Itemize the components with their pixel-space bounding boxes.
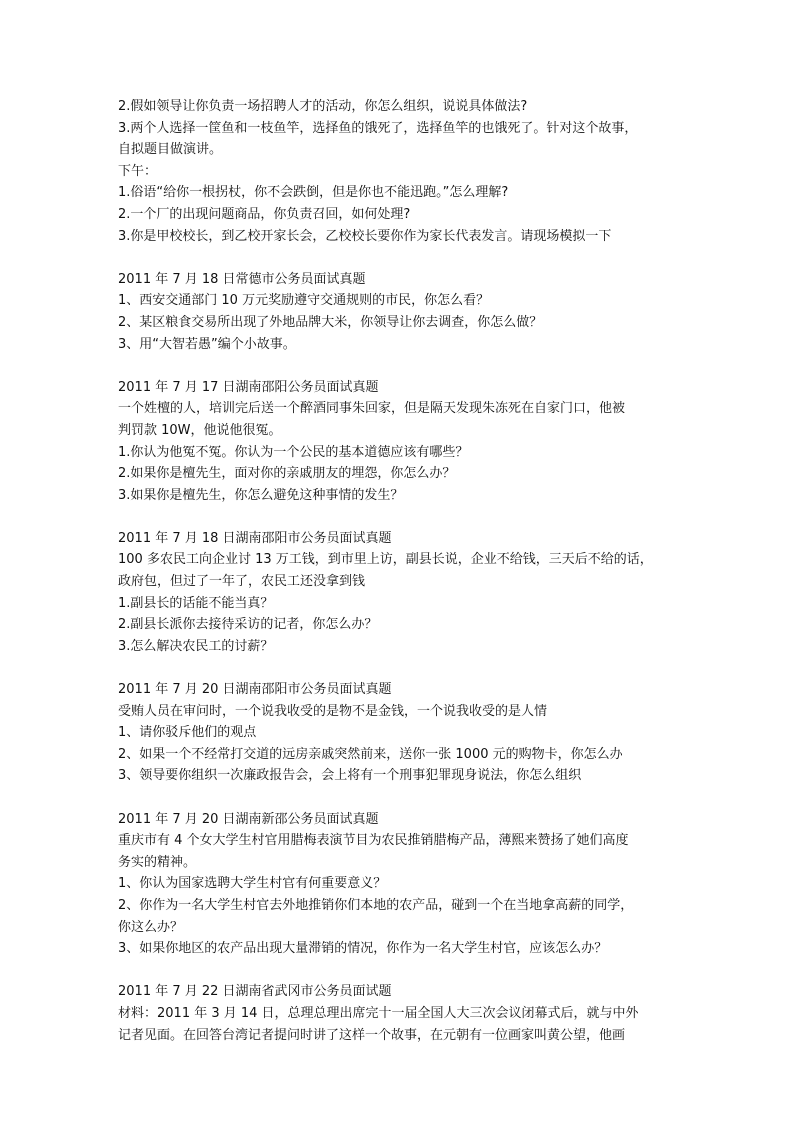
text-line: 1、你认为国家选聘大学生村官有何重要意义？ — [118, 876, 387, 892]
intro-block — [118, 96, 683, 247]
text-line: 2.副县长派你去接待采访的记者，你怎么办？ — [118, 617, 378, 633]
text-line: 下午： — [118, 163, 158, 179]
section-shaoyang-0720 — [118, 679, 683, 787]
section-gap — [118, 657, 683, 679]
text-line: 受贿人员在审问时，一个说我收受的是物不是金钱，一个说我收受的是人情 — [118, 703, 548, 719]
text-line: 1.你认为他冤不冤。你认为一个公民的基本道德应该有哪些？ — [118, 444, 469, 460]
text-line: 100 多农民工向企业讨 13 万工钱，到市里上访，副县长说，企业不给钱，三天后不给的话， — [118, 552, 653, 568]
text-line: 2、你作为一名大学生村官去外地推销你们本地的农产品，碰到一个在当地拿高薪的同学， — [118, 897, 634, 913]
section-gap — [118, 247, 683, 269]
text-line: 你这么办？ — [118, 919, 184, 935]
section-shaoyang-0718 — [118, 528, 683, 658]
text-line: 1、西安交通部门 10 万元奖励遵守交通规则的市民，你怎么看？ — [118, 293, 490, 309]
text-line: 3.怎么解决农民工的讨薪？ — [118, 638, 274, 654]
text-line: 2、如果一个不经常打交道的远房亲戚突然前来，送你一张 1000 元的购物卡，你怎么办 — [118, 746, 623, 762]
document-page — [118, 96, 683, 1046]
text-line: 重庆市有 4 个女大学生村官用腊梅表演节目为农民推销腊梅产品，薄熙来赞扬了她们高度 — [118, 833, 629, 849]
text-line: 2、某区粮食交易所出现了外地品牌大米，你领导让你去调查，你怎么做？ — [118, 314, 543, 330]
text-line: 政府包，但过了一年了，农民工还没拿到钱 — [118, 574, 366, 590]
section-gap — [118, 787, 683, 809]
text-line: 判罚款 10W，他说他很冤。 — [118, 422, 282, 438]
section-heading: 2011 年 7 月 17 日湖南邵阳公务员面试真题 — [118, 379, 379, 395]
text-line: 2.一个厂的出现问题商品，你负责召回，如何处理? — [118, 206, 411, 222]
section-heading: 2011 年 7 月 22 日湖南省武冈市公务员面试题 — [118, 984, 392, 1000]
text-line: 材料：2011 年 3 月 14 日，总理总理出席完十一届全国人大三次会议闭幕式后，就与中外 — [118, 1005, 639, 1021]
section-changde-0718 — [118, 269, 683, 355]
text-line: 记者见面。在回答台湾记者提问时讲了这样一个故事，在元朝有一位画家叫黄公望，他画 — [118, 1027, 626, 1043]
text-line: 3、领导要你组织一次廉政报告会，会上将有一个刑事犯罪现身说法，你怎么组织 — [118, 768, 582, 784]
text-line: 3.如果你是檀先生，你怎么避免这种事情的发生？ — [118, 487, 404, 503]
text-line: 3、用“大智若愚”编个小故事。 — [118, 336, 296, 352]
section-gap — [118, 506, 683, 528]
section-heading: 2011 年 7 月 18 日常德市公务员面试真题 — [118, 271, 366, 287]
section-gap — [118, 355, 683, 377]
text-line: 3、如果你地区的农产品出现大量滞销的情况，你作为一名大学生村官，应该怎么办？ — [118, 941, 608, 957]
section-xinshao-0720 — [118, 809, 683, 960]
text-line: 1、请你驳斥他们的观点 — [118, 725, 257, 741]
text-line: 一个姓檀的人，培训完后送一个醉酒同事朱回家，但是隔天发现朱冻死在自家门口，他被 — [118, 401, 626, 417]
section-gap — [118, 960, 683, 982]
text-line: 3.两个人选择一筐鱼和一枝鱼竿，选择鱼的饿死了，选择鱼竿的也饿死了。针对这个故事， — [118, 120, 638, 136]
text-line: 1.俗语“给你一根拐杖，你不会跌倒，但是你也不能迅跑。”怎么理解? — [118, 185, 509, 201]
section-heading: 2011 年 7 月 20 日湖南新邵公务员面试真题 — [118, 811, 379, 827]
section-heading: 2011 年 7 月 20 日湖南邵阳市公务员面试真题 — [118, 682, 392, 698]
text-line: 自拟题目做演讲。 — [118, 142, 223, 158]
section-heading: 2011 年 7 月 18 日湖南邵阳市公务员面试真题 — [118, 530, 392, 546]
text-line: 3.你是甲校校长，到乙校开家长会，乙校校长要你作为家长代表发言。请现场模拟一下 — [118, 228, 612, 244]
text-line: 1.副县长的话能不能当真？ — [118, 595, 274, 611]
section-wugang-0722 — [118, 981, 683, 1046]
text-line: 务实的精神。 — [118, 854, 197, 870]
section-shaoyang-0717 — [118, 377, 683, 507]
text-line: 2.假如领导让你负责一场招聘人才的活动，你怎么组织，说说具体做法? — [118, 99, 528, 114]
text-line: 2.如果你是檀先生，面对你的亲戚朋友的埋怨，你怎么办？ — [118, 466, 456, 482]
